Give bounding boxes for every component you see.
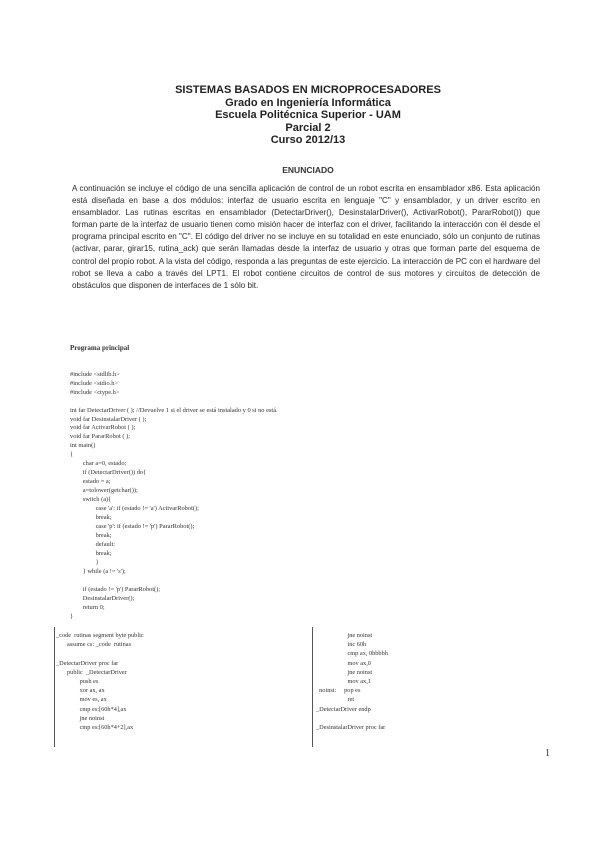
asm-listing-right	[316, 631, 536, 732]
code-line: jne noinst	[316, 632, 373, 639]
program-lines	[70, 371, 550, 622]
code-line: cmp es:[60h*4],ax	[56, 705, 127, 713]
code-line: case 'p': if (estado != 'p') PararRobot();	[70, 522, 195, 530]
intro-paragraph: A continuación se incluye el código de una sencilla aplicación de control de un robot escrita en ensamblador x86. Esta aplicación está diseñada en base a dos módulos: interfaz de usuario escrita en lenguaje "C" y ensamblador, y un driver escrito en ensamblador. Las rutinas escritas en ensamblador (DetectarDriver(), DesinstalarDriver(), ActivarRobot(), PararRobot()) que forman parte de la interfaz de usuario tienen como misión hacer de interfaz con el driver, facilitando la interacción con él desde el programa principal escrito en "C". El código del driver no se incluye en su totalidad en este enunciado, sólo un conjunto de rutinas (activar, parar, girar15, rutina_ack) que serán llamadas desde la interfaz de usuario y otras que forman parte del esquema de control del propio robot. A la vista del código, responda a las preguntas de este ejercicio. La interacción de PC con el hardware del robot se lleva a cabo a través del LPT1. El robot contiene circuitos de control de sus motores y circuitos de detección de obstáculos que disponen de interfaces de 1 sólo bit.	[72, 184, 540, 290]
left-column-rule	[54, 627, 55, 747]
code-line: xor ax, ax	[56, 687, 105, 695]
code-line: #include <stdio.h>	[70, 379, 119, 387]
code-line: return 0;	[70, 603, 105, 611]
code-line: int far DetectarDriver ( ); //Devuelve 1 si el driver se está instalado y 0 si no está.	[70, 406, 278, 414]
code-line: #include <ctype.h>	[70, 388, 120, 396]
code-line: mov es, ax	[56, 696, 107, 704]
code-line: _code rutinas segment byte public	[56, 632, 144, 639]
code-line: void far PararRobot ( );	[70, 433, 130, 441]
code-line	[70, 577, 550, 586]
code-line: _DetectarDriver endp	[316, 705, 371, 713]
page-number: 1	[545, 748, 550, 759]
degree-name: Grado en Ingeniería Informática	[225, 96, 391, 109]
code-line: DesinstalarDriver();	[70, 594, 135, 602]
code-line: }	[70, 558, 99, 566]
code-line: jne noinst	[56, 714, 105, 722]
code-line: estado = a;	[70, 478, 111, 486]
code-line: #include <stdlib.h>	[70, 370, 120, 378]
code-line	[70, 398, 550, 407]
code-line: _DesinstalarDriver proc far	[316, 724, 386, 732]
code-line: if (estado != 'p') PararRobot();	[70, 585, 161, 593]
code-line: break;	[70, 514, 112, 522]
code-line: _DetectarDriver proc far	[56, 659, 119, 667]
code-line: noinst: pop es	[316, 687, 361, 695]
code-line: cmp es:[60h*4+2],ax	[56, 724, 134, 732]
code-line	[316, 714, 536, 723]
c-program-listing	[70, 326, 550, 639]
code-line: public _DetectarDriver	[56, 668, 127, 676]
asm-listing-left	[56, 631, 306, 732]
code-line: case 'a': if (estado != 'a') ActivarRobot();	[70, 505, 199, 513]
code-line: int main()	[70, 442, 96, 450]
code-line: switch (a){	[70, 496, 112, 504]
code-line: assume cs: _code rutinas	[56, 641, 132, 649]
document-header	[0, 84, 616, 147]
subject-title: SISTEMAS BASADOS EN MICROPROCESADORES	[175, 84, 441, 96]
code-line: }	[70, 612, 74, 620]
code-line: inc 60h	[316, 641, 367, 649]
code-line: break;	[70, 549, 112, 557]
code-line: ret	[316, 696, 355, 704]
column-divider	[312, 627, 313, 747]
code-line	[56, 649, 306, 658]
school-name: Escuela Politécnica Superior - UAM	[215, 109, 401, 121]
section-title: ENUNCIADO	[282, 165, 334, 175]
code-line: mov ax,0	[316, 659, 371, 667]
code-line: default:	[70, 540, 116, 548]
code-line: break;	[70, 531, 112, 539]
code-line: a=tolower(getchar());	[70, 487, 138, 495]
program-title: Programa principal	[70, 343, 130, 352]
code-line: void far DesinstalarDriver ( );	[70, 415, 147, 423]
code-line: } while (a != 's');	[70, 567, 126, 575]
code-line: mov ax,1	[316, 678, 371, 686]
course-year: Curso 2012/13	[270, 134, 346, 146]
code-line: push es	[56, 678, 99, 686]
code-line: if (DetectarDriver()) do{	[70, 469, 147, 477]
code-line: char a=0, estado;	[70, 460, 127, 468]
exam-name: Parcial 2	[285, 121, 331, 134]
code-line: jne noinst	[316, 668, 373, 676]
code-line: void far ActivarRobot ( );	[70, 424, 136, 432]
code-line: cmp ax, 0bbbbh	[316, 650, 388, 658]
code-line: {	[70, 451, 74, 459]
